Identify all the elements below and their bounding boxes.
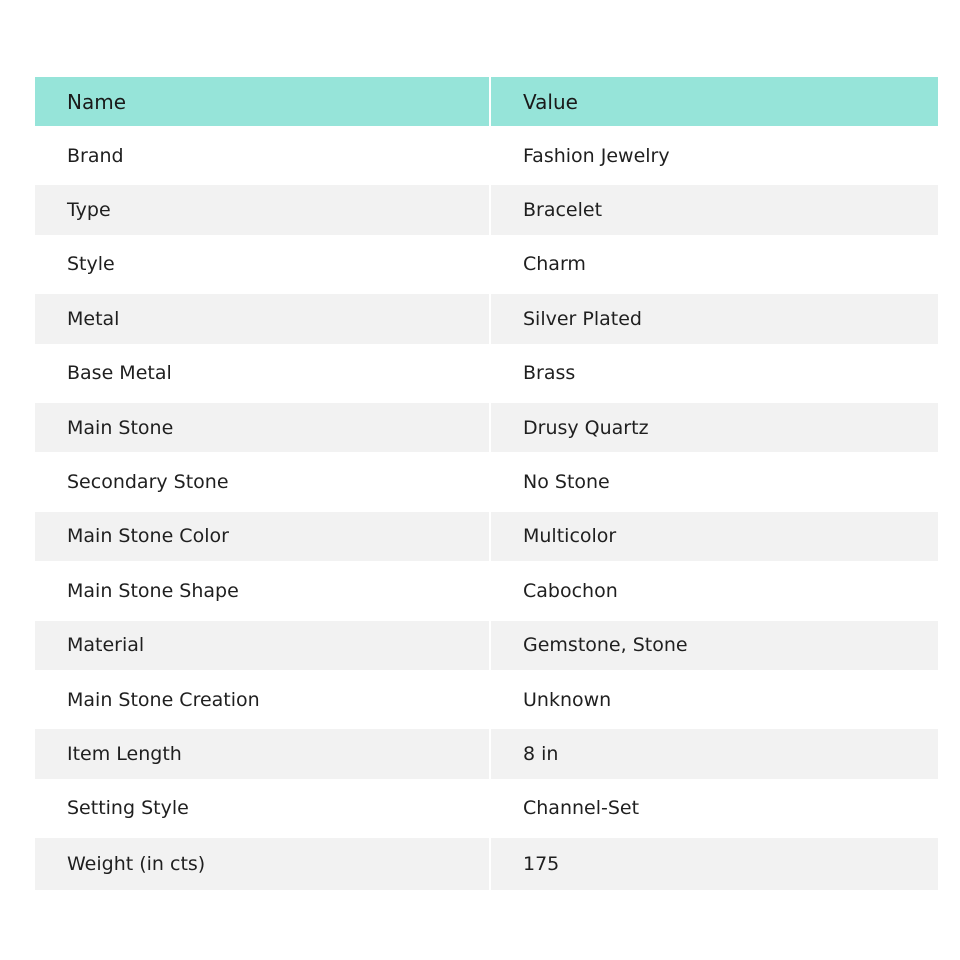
table-row (35, 781, 938, 835)
row-value-cell: Bracelet (490, 183, 938, 237)
table-row (35, 672, 938, 726)
column-header-name: Name (35, 77, 490, 129)
row-name-cell: Main Stone (35, 400, 490, 454)
row-value-cell: 175 (490, 836, 938, 890)
table-row (35, 183, 938, 237)
row-value-cell: Fashion Jewelry (490, 129, 938, 183)
row-name-cell: Base Metal (35, 346, 490, 400)
row-value-cell: Brass (490, 346, 938, 400)
row-value-cell: Channel-Set (490, 781, 938, 835)
row-value-cell: 8 in (490, 727, 938, 781)
table-row (35, 129, 938, 183)
specifications-table (35, 77, 938, 890)
specifications-table-container (35, 77, 938, 890)
table-header (35, 77, 938, 129)
table-row (35, 618, 938, 672)
row-name-cell: Main Stone Shape (35, 564, 490, 618)
table-row (35, 292, 938, 346)
row-name-cell: Item Length (35, 727, 490, 781)
table-body (35, 129, 938, 890)
row-name-cell: Type (35, 183, 490, 237)
header-row (35, 77, 938, 129)
row-name-cell: Brand (35, 129, 490, 183)
row-value-cell: Multicolor (490, 509, 938, 563)
table-row (35, 727, 938, 781)
column-header-value: Value (490, 77, 938, 129)
row-value-cell: No Stone (490, 455, 938, 509)
row-value-cell: Drusy Quartz (490, 400, 938, 454)
row-name-cell: Weight (in cts) (35, 836, 490, 890)
row-name-cell: Secondary Stone (35, 455, 490, 509)
table-row (35, 346, 938, 400)
table-row (35, 455, 938, 509)
table-row (35, 400, 938, 454)
row-value-cell: Cabochon (490, 564, 938, 618)
row-name-cell: Material (35, 618, 490, 672)
row-value-cell: Gemstone, Stone (490, 618, 938, 672)
row-name-cell: Main Stone Color (35, 509, 490, 563)
row-value-cell: Unknown (490, 672, 938, 726)
row-name-cell: Setting Style (35, 781, 490, 835)
row-name-cell: Main Stone Creation (35, 672, 490, 726)
row-value-cell: Silver Plated (490, 292, 938, 346)
row-name-cell: Metal (35, 292, 490, 346)
row-value-cell: Charm (490, 237, 938, 291)
table-row (35, 509, 938, 563)
table-row (35, 836, 938, 890)
row-name-cell: Style (35, 237, 490, 291)
table-row (35, 237, 938, 291)
table-row (35, 564, 938, 618)
